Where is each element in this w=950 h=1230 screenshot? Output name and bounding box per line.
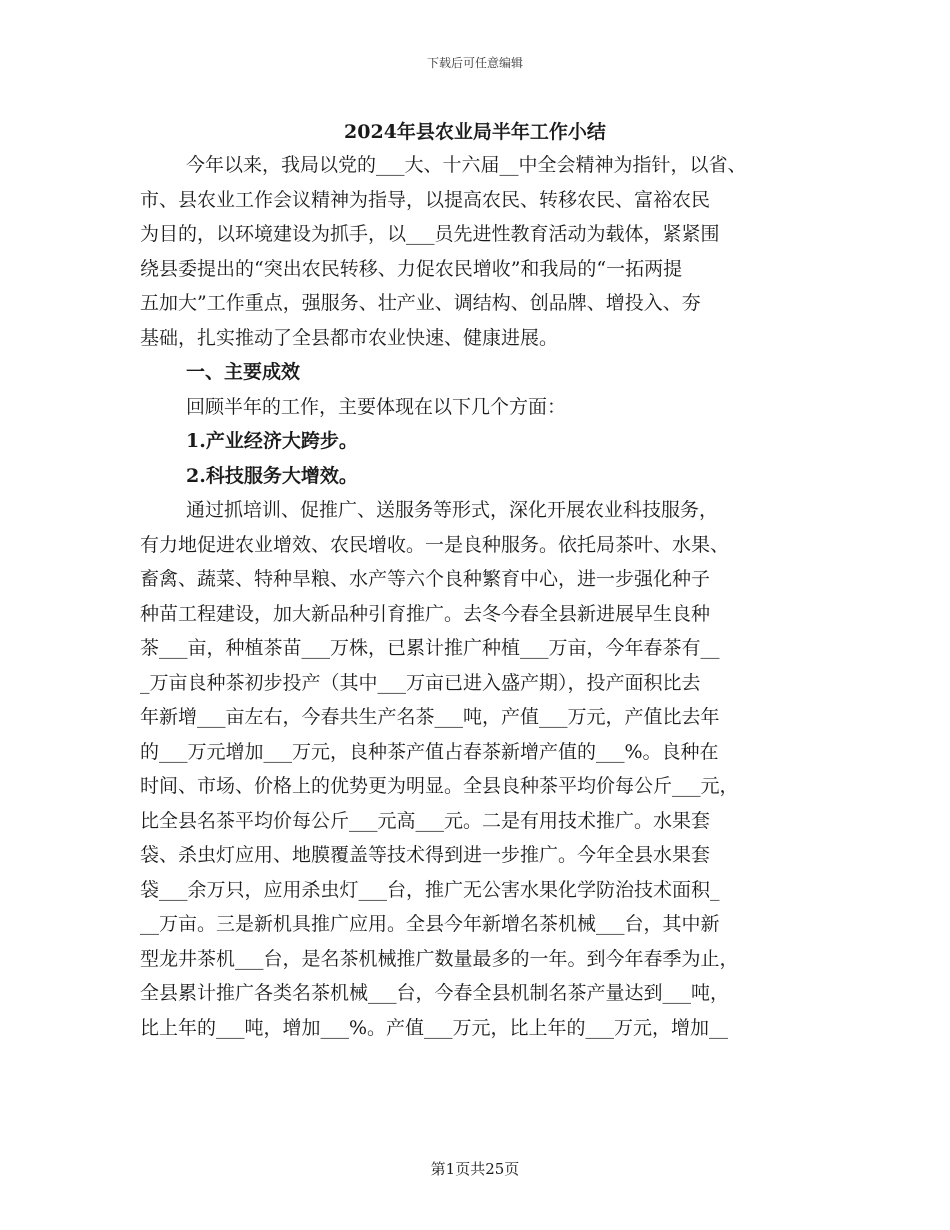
paragraph-line: 为目的，以环境建设为抓手，以___员先进性教育活动为载体，紧紧围 — [140, 223, 720, 245]
page-header-note: 下载后可任意编辑 — [426, 56, 523, 70]
paragraph-line: 茶___亩，种植茶苗___万株，已累计推广种植___万亩，今年春茶有__ — [140, 637, 720, 659]
paragraph-line: _万亩良种茶初步投产（其中___万亩已进入盛产期），投产面积比去 — [140, 671, 701, 694]
paragraph-line: 袋___余万只，应用杀虫灯___台，推广无公害水果化学防治技术面积_ — [140, 878, 720, 901]
paragraph-line: __万亩。三是新机具推广应用。全县今年新增名茶机械___台，其中新 — [140, 913, 720, 935]
paragraph-line: 通过抓培训、促推广、送服务等形式，深化开展农业科技服务， — [186, 499, 719, 521]
paragraph-line: 时间、市场、价格上的优势更为明显。全县良种茶平均价每公斤___元， — [140, 775, 739, 797]
document-body — [140, 148, 820, 1045]
paragraph-line: 年新增___亩左右，今春共生产名茶___吨，产值___万元，产值比去年 — [140, 706, 720, 728]
subsection-heading: 2.科技服务大增效。 — [186, 464, 358, 487]
paragraph-line: 比上年的___吨，增加___%。产值___万元，比上年的___万元，增加__ — [140, 1016, 729, 1039]
document-title: 2024年县农业局半年工作小结 — [344, 121, 606, 143]
paragraph-line: 市、县农业工作会议精神为指导，以提高农民、转移农民、富裕农民 — [140, 188, 711, 211]
paragraph-line: 回顾半年的工作，主要体现在以下几个方面： — [186, 395, 567, 418]
paragraph-line: 有力地促进农业增效、农民增收。一是良种服务。依托局茶叶、水果、 — [140, 533, 730, 556]
paragraph-line: 种苗工程建设，加大新品种引育推广。去冬今春全县新进展早生良种 — [140, 602, 711, 625]
section-heading: 一、主要成效 — [186, 361, 301, 383]
paragraph-line: 全县累计推广各类名茶机械___台，今春全县机制名茶产量达到___吨， — [140, 982, 730, 1004]
paragraph-line: 五加大”工作重点，强服务、壮产业、调结构、创品牌、增投入、夯 — [140, 292, 701, 314]
paragraph-line: 袋、杀虫灯应用、地膜覆盖等技术得到进一步推广。今年全县水果套 — [140, 844, 711, 866]
subsection-heading: 1.产业经济大跨步。 — [186, 430, 358, 452]
paragraph-line: 比全县名茶平均价每公斤___元高___元。二是有用技术推广。水果套 — [140, 809, 711, 832]
paragraph-line: 绕县委提出的“突出农民转移、力促农民增收”和我局的“一拓两提 — [140, 257, 683, 280]
paragraph-line: 今年以来，我局以党的___大、十六届__中全会精神为指针，以省、 — [186, 154, 747, 176]
paragraph-line: 的___万元增加___万元，良种茶产值占春茶新增产值的___%。良种在 — [140, 740, 719, 763]
page-number-footer: 第1页共25页 — [430, 1160, 520, 1178]
paragraph-line: 型龙井茶机___台，是名茶机械推广数量最多的一年。到今年春季为止， — [140, 947, 739, 970]
paragraph-line: 畜禽、蔬菜、特种旱粮、水产等六个良种繁育中心，进一步强化种子 — [140, 568, 711, 590]
paragraph-line: 基础，扎实推动了全县都市农业快速、健康进展。 — [140, 326, 559, 349]
